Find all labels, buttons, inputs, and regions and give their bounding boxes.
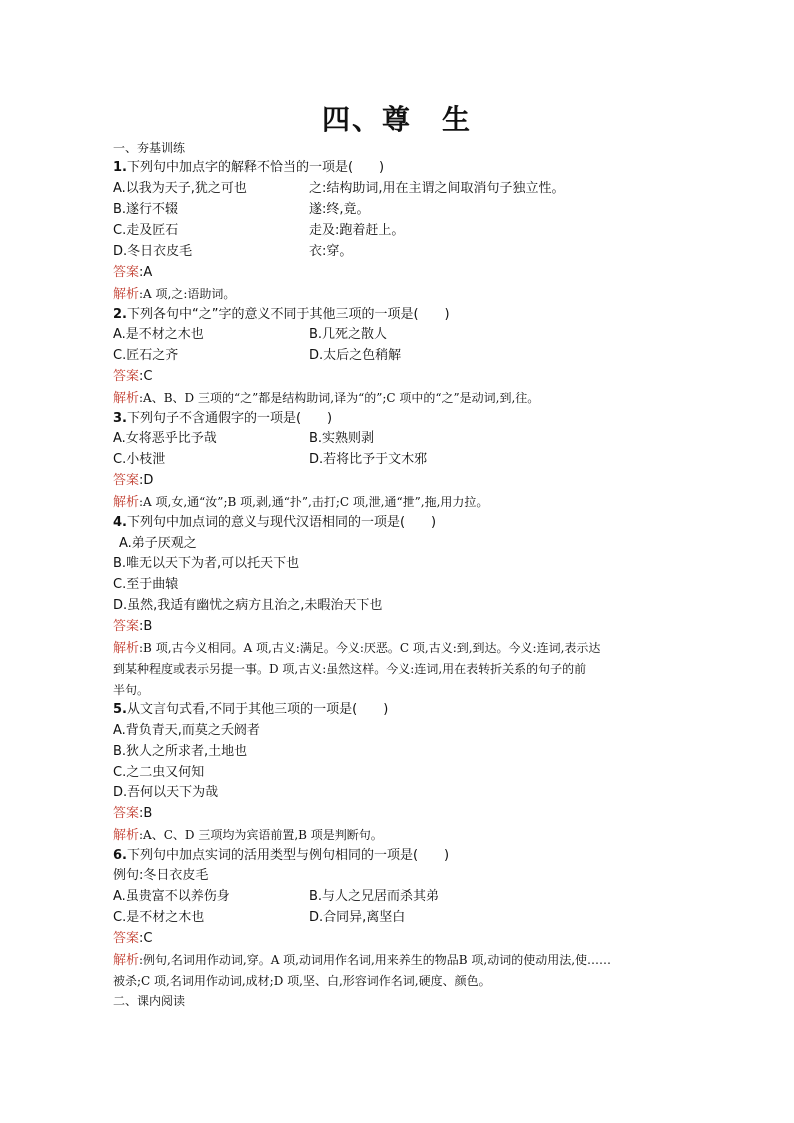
option-c: C.是不材之木也 — [113, 910, 205, 925]
option-b: B.几死之散人 — [309, 327, 388, 342]
answer-value: :B — [139, 619, 153, 634]
explanation-label: 解析 — [113, 641, 140, 656]
question-6-stem — [113, 847, 449, 865]
option-b: B.狄人之所求者,土地也 — [113, 744, 248, 759]
option-d: D.吾何以天下为哉 — [113, 785, 219, 800]
answer-line — [113, 368, 152, 386]
question-5-stem — [113, 701, 388, 719]
answer-line — [113, 805, 152, 823]
question-text: 下列句子不含通假字的一项是( ) — [126, 411, 333, 426]
option-a-gloss: 之:结构助词,用在主谓之间取消句子独立性。 — [309, 181, 565, 196]
question-4-stem — [113, 514, 436, 532]
answer-label: 答案 — [113, 265, 140, 280]
explanation-text: :A、C、D 三项均为宾语前置,B 项是判断句。 — [139, 828, 383, 842]
option-c: C.之二虫又何知 — [113, 765, 205, 780]
section-heading: 二、课内阅读 — [113, 994, 186, 1008]
explanation-text: :例句,名词用作动词,穿。A 项,动词用作名词,用来养生的物品B 项,动词的使动用法,使…… — [139, 953, 612, 967]
answer-label: 答案 — [113, 369, 140, 384]
option-a: A.虽贵富不以养伤身 — [113, 889, 230, 904]
option-d-gloss: 衣:穿。 — [309, 244, 353, 259]
option-a: A.弟子厌观之 — [119, 536, 197, 551]
question-text: 下列句中加点实词的活用类型与例句相同的一项是( ) — [126, 848, 450, 863]
explanation-text: 被杀;C 项,名词用作动词,成材;D 项,坚、白,形容词作名词,硬度、颜色。 — [113, 974, 491, 988]
option-c-gloss: 走及:跑着赶上。 — [309, 223, 405, 238]
option-d: D.太后之色稍解 — [309, 348, 402, 363]
section-heading: 一、夯基训练 — [113, 141, 186, 155]
explanation-line — [113, 389, 539, 408]
option-b: B.与人之兄居而杀其弟 — [309, 889, 440, 904]
explanation-label: 解析 — [113, 495, 140, 510]
question-1-stem — [113, 159, 384, 177]
example-sentence: 例句:冬日衣皮毛 — [113, 868, 209, 883]
page-title: 四、尊 生 — [321, 103, 472, 136]
option-d: D.冬日衣皮毛 — [113, 244, 193, 259]
explanation-text: 半句。 — [113, 683, 150, 697]
explanation-line — [113, 639, 600, 658]
question-2-stem — [113, 306, 450, 324]
explanation-text: 到某种程度或表示另提一事。D 项,古义:虽然这样。今义:连词,用在表转折关系的句子的前 — [113, 662, 587, 676]
answer-label: 答案 — [113, 931, 140, 946]
option-a: A.女将恶乎比予哉 — [113, 431, 217, 446]
answer-line — [113, 618, 152, 636]
explanation-line — [113, 285, 235, 304]
question-number: 4. — [113, 515, 127, 530]
answer-value: :C — [139, 369, 153, 384]
explanation-label: 解析 — [113, 953, 140, 968]
option-a: A.以我为天子,犹之可也 — [113, 181, 247, 196]
explanation-line — [113, 493, 488, 512]
option-c: C.匠石之齐 — [113, 348, 179, 363]
question-number: 3. — [113, 411, 127, 426]
answer-value: :A — [139, 265, 153, 280]
explanation-text: :A、B、D 三项的“之”都是结构助词,译为“的”;C 项中的“之”是动词,到,往。 — [139, 391, 540, 405]
question-3-stem — [113, 410, 332, 428]
option-c: C.小枝泄 — [113, 452, 166, 467]
option-d: D.若将比予于文木邪 — [309, 452, 428, 467]
option-b: B.唯无以天下为者,可以托天下也 — [113, 556, 300, 571]
option-c: C.至于曲辕 — [113, 577, 179, 592]
question-text: 从文言句式看,不同于其他三项的一项是( ) — [126, 702, 389, 717]
explanation-text: :A 项,之:语助词。 — [139, 287, 236, 301]
answer-line — [113, 472, 153, 490]
option-b: B.实熟则剥 — [309, 431, 375, 446]
option-c: C.走及匠石 — [113, 223, 179, 238]
answer-line — [113, 264, 152, 282]
explanation-label: 解析 — [113, 287, 140, 302]
question-text: 下列句中加点词的意义与现代汉语相同的一项是( ) — [126, 515, 437, 530]
option-b: B.遂行不辍 — [113, 202, 179, 217]
question-number: 6. — [113, 848, 127, 863]
option-a: A.是不材之木也 — [113, 327, 204, 342]
option-b-gloss: 遂:终,竟。 — [309, 202, 370, 217]
explanation-line — [113, 826, 383, 845]
explanation-text: :A 项,女,通“汝”;B 项,剥,通“扑”,击打;C 项,泄,通“抴”,拖,用力拉。 — [139, 495, 489, 509]
answer-value: :D — [139, 473, 154, 488]
question-text: 下列各句中“之”字的意义不同于其他三项的一项是( ) — [126, 307, 450, 322]
explanation-label: 解析 — [113, 828, 140, 843]
answer-label: 答案 — [113, 473, 140, 488]
question-number: 5. — [113, 702, 127, 717]
explanation-label: 解析 — [113, 391, 140, 406]
explanation-line — [113, 951, 611, 970]
question-text: 下列句中加点字的解释不恰当的一项是( ) — [126, 160, 385, 175]
answer-value: :B — [139, 806, 153, 821]
answer-label: 答案 — [113, 619, 140, 634]
question-number: 1. — [113, 160, 127, 175]
explanation-text: :B 项,古今义相同。A 项,古义:满足。今义:厌恶。C 项,古义:到,到达。今义:连词,表示达 — [139, 641, 601, 655]
option-d: D.虽然,我适有幽忧之病方且治之,未暇治天下也 — [113, 598, 383, 613]
answer-value: :C — [139, 931, 153, 946]
option-d: D.合同异,离坚白 — [309, 910, 406, 925]
answer-line — [113, 930, 152, 948]
answer-label: 答案 — [113, 806, 140, 821]
option-a: A.背负青天,而莫之夭阏者 — [113, 723, 260, 738]
question-number: 2. — [113, 307, 127, 322]
